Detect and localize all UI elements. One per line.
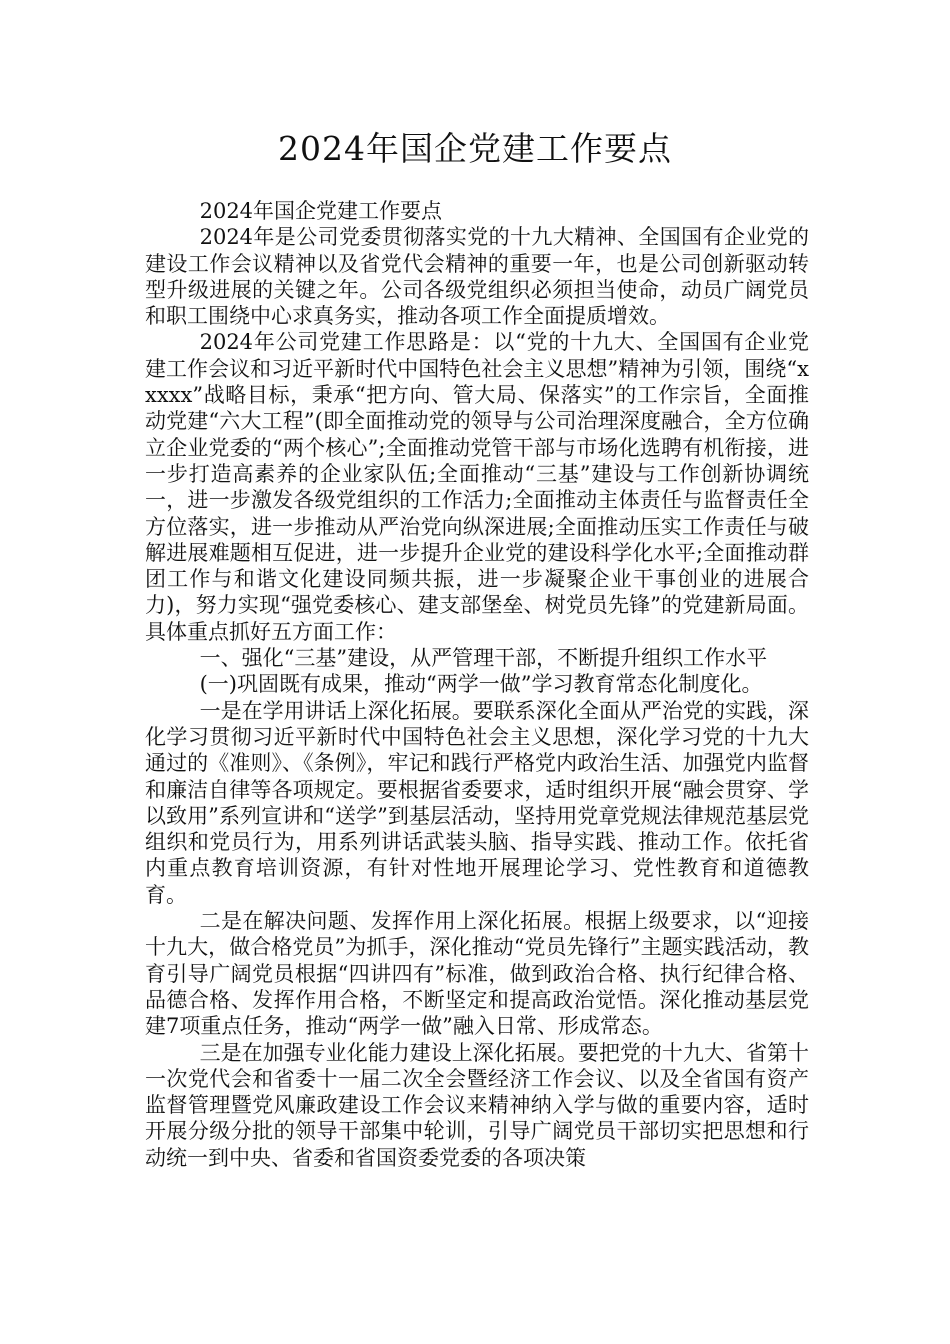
- document-body: [145, 198, 809, 1171]
- document-title: 2024年国企党建工作要点: [278, 129, 672, 168]
- paragraph-intro: 2024年是公司党委贯彻落实党的十九大精神、全国国有企业党的建设工作会议精神以及省党代会精神的重要一年，也是公司创新驱动转型升级进展的关键之年。公司各级党组织必须担当使命，动员广阔党员和职工围绕中心求真务实，推动各项工作全面提质增效。: [145, 225, 809, 329]
- paragraph-section-heading: 一、强化“三基”建设，从严管理干部，不断提升组织工作水平: [199, 646, 768, 671]
- paragraph-subsection-heading: (一)巩固既有成果，推动“两学一做”学习教育常态化制度化。: [199, 672, 763, 697]
- document-subtitle: 2024年国企党建工作要点: [199, 199, 443, 223]
- paragraph-point-one: 一是在学用讲话上深化拓展。要联系深化全面从严治党的实践，深化学习贯彻习近平新时代中国特色社会主义思想，深化学习党的十九大通过的《准则》、《条例》，牢记和践行严格党内政治生活、加强党内监督和廉洁自律等各项规定。要根据省委要求，适时组织开展“融会贯穿、学以致用”系列宣讲和“送学”到基层活动，坚持用党章党规法律规范基层党组织和党员行为，用系列讲话武装头脑、指导实践、推动工作。依托省内重点教育培训资源，有针对性地开展理论学习、党性教育和道德教育。: [145, 698, 809, 907]
- paragraph-point-two: 二是在解决问题、发挥作用上深化拓展。根据上级要求，以“迎接十九大，做合格党员”为抓手，深化推动“党员先锋行”主题实践活动，教育引导广阔党员根据“四讲四有”标准，做到政治合格、执行纪律合格、品德合格、发挥作用合格，不断坚定和提高政治觉悟。深化推动基层党建7项重点任务，推动“两学一做”融入日常、形成常态。: [145, 909, 809, 1039]
- paragraph-work-ideas: 2024年公司党建工作思路是：以“党的十九大、全国国有企业党建工作会议和习近平新时代中国特色社会主义思想”精神为引领，围绕“xxxxx”战略目标，秉承“把方向、管大局、保落实”的工作宗旨，全面推动党建“六大工程”(即全面推动党的领导与公司治理深度融合，全方位确立企业党委的“两个核心”;全面推动党管干部与市场化选聘有机衔接，进一步打造高素养的企业家队伍;全面推动“三基”建设与工作创新协调统一，进一步激发各级党组织的工作活力;全面推动主体责任与监督责任全方位落实，进一步推动从严治党向纵深进展;全面推动压实工作责任与破解进展难题相互促进，进一步提升企业党的建设科学化水平;全面推动群团工作与和谐文化建设同频共振，进一步凝聚企业干事创业的进展合力)，努力实现“强党委核心、建支部堡垒、树党员先锋”的党建新局面。具体重点抓好五方面工作：: [145, 330, 809, 644]
- paragraph-point-three: 三是在加强专业化能力建设上深化拓展。要把党的十九大、省第十一次党代会和省委十一届二次全会暨经济工作会议、以及全省国有资产监督管理暨党风廉政建设工作会议来精神纳入学与做的重要内容，适时开展分级分批的领导干部集中轮训，引导广阔党员干部切实把思想和行动统一到中央、省委和省国资委党委的各项决策: [145, 1040, 809, 1170]
